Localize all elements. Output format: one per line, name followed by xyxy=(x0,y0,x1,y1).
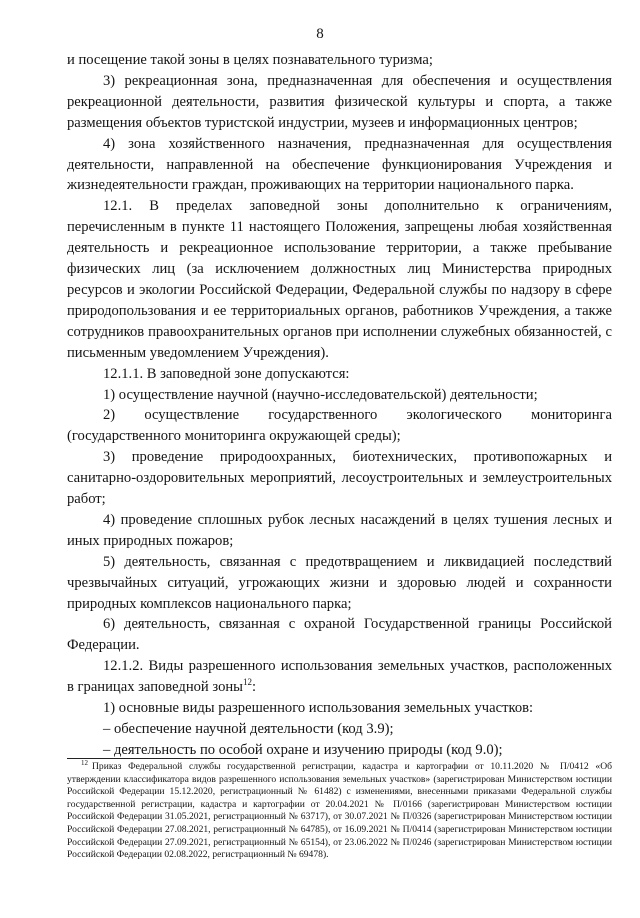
list-item-6: 6) деятельность, связанная с охраной Государственной границы Российской Федерации. xyxy=(67,616,612,654)
footnote-text: Приказ Федеральной службы государственной регистрации, кадастра и картографии от 10.11.2020 № П/0412 «Об утверждении классификатора видов разрешенного использования земельных участков» (зарегистрирован Министерством юстиции Российской Федерации 15.12.2020, регистрационный № 61482) с изменениями, внесенными приказами Федеральной службы государственной регистрации, кадастра и картографии от 20.04.2021 № П/0166 (зарегистрирован Министерством юстиции Российской Федерации 31.05.2021, регистрационный № 63717), от 30.07.2021 № П/0326 (зарегистрирован Министерством юстиции Российской Федерации 27.08.2021, регистрационный № 64785), от 16.09.2021 № П/0414 (зарегистрирован Министерством юстиции Российской Федерации 27.09.2021, регистрационный № 65154), от 23.06.2022 № П/0246 (зарегистрирован Министерством юстиции Российской Федерации 02.08.2022, регистрационный № 69478). xyxy=(67,761,612,861)
list-item-2: 2) осуществление государственного экологического мониторинга (государственного мониторинга окружающей среды); xyxy=(67,407,612,445)
paragraph-12-1-2 xyxy=(67,656,612,698)
paragraph-12-1: 12.1. В пределах заповедной зоны дополнительно к ограничениям, перечисленным в пункте 11 настоящего Положения, запрещены любая хозяйственная деятельность и рекреационное использование территории, а также пребывание физических лиц (за исключением должностных лиц Министерства природных ресурсов и экологии Российской Федерации, Федеральной службы по надзору в сфере природопользования и ее территориальных органов, работников Учреждения, а также сотрудников правоохранительных органов при исполнении служебных обязанностей, с письменным уведомлением Учреждения). xyxy=(67,198,612,361)
main-uses-heading: 1) основные виды разрешенного использования земельных участков: xyxy=(103,700,534,717)
paragraph-12-1-2-suffix: : xyxy=(251,679,257,696)
page-number: 8 xyxy=(316,26,324,42)
footnote xyxy=(67,758,612,862)
footnote-marker: 12 xyxy=(81,758,88,767)
list-item-4: 4) проведение сплошных рубок лесных насаждений в целях тушения лесных и иных природных пожаров; xyxy=(67,511,612,549)
paragraph-continuation: и посещение такой зоны в целях познавательного туризма; xyxy=(67,52,433,68)
use-item-nature-protection: – деятельность по особой охране и изучению природы (код 9.0); xyxy=(103,741,503,758)
paragraph-recreation-zone: 3) рекреационная зона, предназначенная для обеспечения и осуществления рекреационной деятельности, развития физической культуры и спорта, а также размещения объектов туристской индустрии, музеев и информационных центров; xyxy=(67,72,612,131)
list-item-5: 5) деятельность, связанная с предотвращением и ликвидацией последствий чрезвычайных ситуаций, угрожающих жизни и здоровью людей и сохранности природных комплексов национального парка; xyxy=(67,553,612,612)
use-item-science: – обеспечение научной деятельности (код 3.9); xyxy=(103,721,394,737)
footnote-divider xyxy=(67,758,258,759)
footnote-reference[interactable]: 12 xyxy=(242,677,252,688)
document-body xyxy=(67,50,612,761)
paragraph-economic-zone: 4) зона хозяйственного назначения, предназначенная для осуществления деятельности, направленной на обеспечение функционирования Учреждения и жизнедеятельности граждан, проживающих на территории национального парка. xyxy=(67,135,612,194)
paragraph-12-1-2-text: 12.1.2. Виды разрешенного использования земельных участков, расположенных в границах заповедной зоны xyxy=(67,658,612,696)
list-item-1: 1) осуществление научной (научно-исследовательской) деятельности; xyxy=(103,386,538,403)
list-item-3: 3) проведение природоохранных, биотехнических, противопожарных и санитарно-оздоровительных мероприятий, лесоустроительных и землеустроительных работ; xyxy=(67,449,612,508)
paragraph-12-1-1: 12.1.1. В заповедной зоне допускаются: xyxy=(103,365,350,382)
